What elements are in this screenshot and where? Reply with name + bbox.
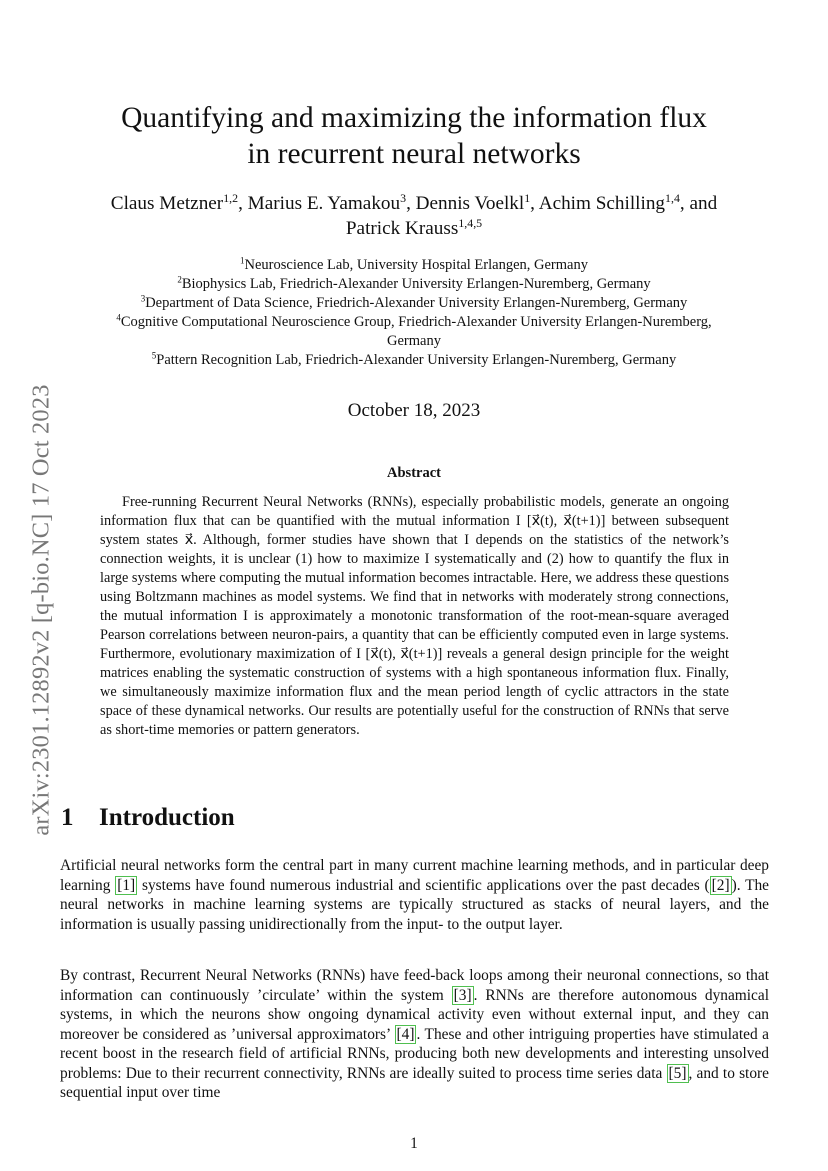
- body-text: . These and other intriguing properties have stimulated a recent boost in the research field of artificial RNNs, producing both new developments and interesting unsolved problems: Due to their recurrent connectivity, RNNs are ideally suited to process time series data: [60, 1025, 769, 1082]
- intro-paragraph-2: [60, 966, 769, 1103]
- author-sup: 1,4: [665, 190, 680, 205]
- body-text: systems have found numerous industrial and scientific applications over the past decades (: [137, 876, 710, 894]
- citation-link[interactable]: [4]: [396, 1025, 415, 1043]
- body-text: Artificial neural networks form the central part in many current machine learning methods, and in particular deep learning: [60, 857, 769, 894]
- affiliation-text: Pattern Recognition Lab, Friedrich-Alexander University Erlangen-Nuremberg, Germany: [156, 352, 677, 368]
- author-name: , Dennis Voelkl: [406, 193, 525, 214]
- affiliation-2: [60, 275, 768, 294]
- affiliation-text: Cognitive Computational Neuroscience Group, Friedrich-Alexander University Erlangen-Nuremberg,: [120, 314, 712, 330]
- affiliation-sup: 4: [116, 312, 121, 323]
- author-sup: 1,2: [223, 190, 239, 205]
- section-title: Introduction: [99, 804, 235, 831]
- affiliation-3: [60, 294, 768, 313]
- affiliation-text: Department of Data Science, Friedrich-Alexander University Erlangen-Nuremberg, Germany: [145, 295, 688, 311]
- abstract-text: Free-running Recurrent Neural Networks (RNNs), especially probabilistic models, generate an ongoing information flux that can be quantified with the mutual information I [x⃗(t), x⃗(t+1)] between subsequent system states x⃗. Although, former studies have shown that I depends on the statistics of the network’s connection weights, it is unclear (1) how to maximize I systematically and (2) how to quantify the flux in large systems where computing the mutual information becomes intractable. Here, we address these questions using Boltzmann machines as model systems. We find that in networks with moderately strong connections, the mutual information I is approximately a monotonic transformation of the root-mean-square averaged Pearson correlations between neuron-pairs, a quantity that can be efficiently computed even in large systems. Furthermore, evolutionary maximization of I [x⃗(t), x⃗(t+1)] reveals a general design principle for the weight matrices enabling the systematic construction of systems with a high spontaneous information flux. Finally, we simultaneously maximize information flux and the mean period length of cyclic attractors in the state space of these dynamical networks. Our results are potentially useful for the construction of RNNs that serve as short-time memories or pattern generators.: [100, 494, 730, 738]
- affiliation-5: [60, 351, 768, 370]
- section-number: 1: [61, 804, 74, 831]
- paper-date: October 18, 2023: [347, 400, 481, 421]
- affiliation-sup: 2: [177, 274, 182, 285]
- affiliation-4: [60, 313, 768, 332]
- affiliation-1: [60, 256, 768, 275]
- affiliation-text: Neuroscience Lab, University Hospital Erlangen, Germany: [244, 257, 588, 273]
- citation-link[interactable]: [3]: [453, 986, 472, 1004]
- author-name: , Marius E. Yamakou: [238, 193, 401, 214]
- arxiv-stamp: [22, 348, 62, 872]
- section-heading: [61, 804, 235, 832]
- author-conjunction: , and: [679, 193, 718, 214]
- body-text: , and to store sequential input over time: [60, 1064, 769, 1101]
- title-line-2: in recurrent neural networks: [247, 138, 581, 170]
- citation-link[interactable]: [2]: [711, 876, 730, 894]
- citation-link[interactable]: [1]: [117, 876, 136, 894]
- body-text: . RNNs are therefore autonomous dynamical systems, in which the neurons show ongoing dynamical activity even without external input, and they can moreover be considered as ’universal approximators’: [60, 986, 769, 1043]
- affiliation-text: Biophysics Lab, Friedrich-Alexander University Erlangen-Nuremberg, Germany: [181, 276, 651, 292]
- abstract-heading: Abstract: [387, 465, 441, 481]
- page-number: 1: [410, 1135, 418, 1152]
- author-sup: 3: [400, 190, 407, 205]
- author-sup: 1: [524, 190, 531, 205]
- title-line-1: Quantifying and maximizing the information flux: [121, 102, 707, 134]
- author-name: Patrick Krauss: [345, 218, 459, 239]
- author-name: Claus Metzner: [110, 193, 224, 214]
- author-list: [60, 191, 768, 241]
- author-name: , Achim Schilling: [530, 193, 666, 214]
- body-text: ). The neural networks in machine learning systems are typically structured as stacks of neural layers, and the information is usually passing unidirectionally from the input- to the output layer.: [60, 876, 769, 933]
- intro-paragraph-1: [60, 856, 769, 934]
- author-sup: 1,4,5: [458, 215, 483, 230]
- affiliation-sup: 1: [240, 255, 245, 266]
- author-line-2: [60, 216, 768, 241]
- affiliation-4-cont: Germany: [387, 333, 441, 349]
- arxiv-stamp-text: arXiv:2301.12892v2 [q-bio.NC] 17 Oct 2023: [28, 384, 55, 836]
- body-text: By contrast, Recurrent Neural Networks (RNNs) have feed-back loops among their neuronal connections, so that information can continuously ’circulate’ within the system: [60, 967, 769, 1004]
- paper-title: [60, 100, 768, 172]
- affiliation-sup: 5: [151, 350, 157, 361]
- affiliation-list: [60, 256, 768, 370]
- affiliation-sup: 3: [140, 293, 146, 304]
- author-line-1: [60, 191, 768, 216]
- citation-link[interactable]: [5]: [668, 1064, 687, 1082]
